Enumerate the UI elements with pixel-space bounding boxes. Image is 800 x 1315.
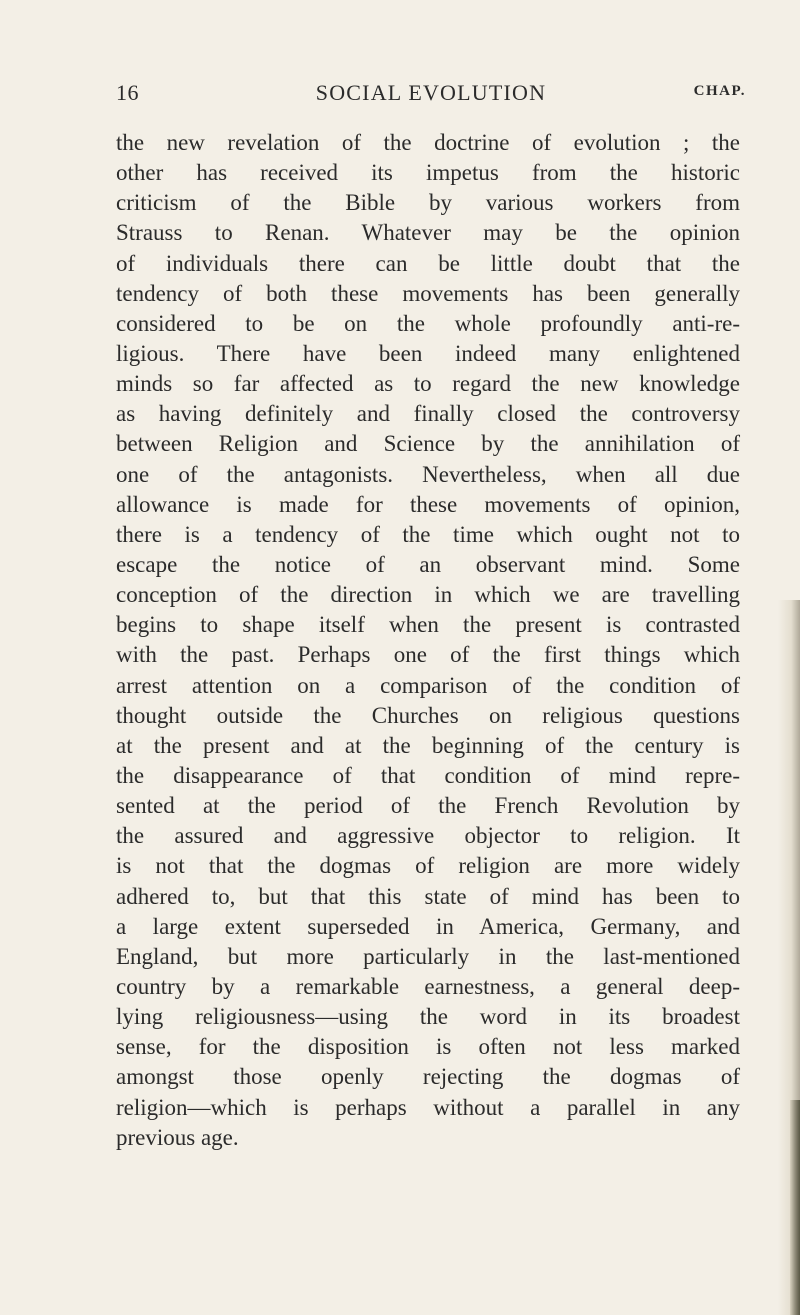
page-number: 16 (116, 80, 139, 105)
text-line: minds so far affected as to regard the new knowledge (116, 371, 740, 397)
text-line: allowance is made for these movements of opinion, (116, 491, 740, 517)
text-line: other has received its impetus from the historic (116, 160, 740, 186)
text-line: Strauss to Renan. Whatever may be the opinion (116, 220, 740, 246)
text-line: a large extent superseded in America, Germany, and (116, 913, 740, 939)
text-line: England, but more particularly in the last-mentioned (116, 943, 740, 969)
text-line: the new revelation of the doctrine of evolution ; the (116, 130, 740, 155)
text-line: sense, for the disposition is often not less marked (116, 1034, 740, 1060)
text-line: between Religion and Science by the annihilation of (116, 431, 740, 457)
text-line: there is a tendency of the time which ought not to (116, 521, 740, 547)
page-edge-binding (790, 1100, 800, 1315)
text-line: tendency of both these movements has been generally (116, 280, 740, 306)
text-line: adhered to, but that this state of mind has been to (116, 883, 740, 909)
body-paragraph (116, 128, 740, 1153)
text-line: of individuals there can be little doubt that the (116, 250, 740, 276)
chapter-label: CHAP. (693, 83, 746, 99)
text-line: religion—which is perhaps without a parallel in any (116, 1094, 740, 1120)
text-line: lying religiousness—using the word in its broadest (116, 1004, 740, 1030)
text-line: arrest attention on a comparison of the condition of (116, 672, 740, 698)
text-line: thought outside the Churches on religious questions (116, 702, 740, 728)
text-line: the disappearance of that condition of mind repre- (116, 762, 740, 788)
text-line: country by a remarkable earnestness, a general deep- (116, 973, 740, 999)
page-header (116, 80, 746, 110)
running-title: SOCIAL EVOLUTION (315, 80, 547, 105)
text-line: as having definitely and finally closed the controversy (116, 401, 740, 427)
text-line: previous age. (116, 1124, 239, 1150)
text-line: conception of the direction in which we are travelling (116, 582, 740, 608)
text-line: is not that the dogmas of religion are more widely (116, 853, 740, 879)
text-line: escape the notice of an observant mind. Some (116, 551, 740, 577)
text-line: with the past. Perhaps one of the first things which (116, 642, 740, 668)
text-line: sented at the period of the French Revolution by (116, 793, 740, 819)
text-line: begins to shape itself when the present is contrasted (116, 612, 740, 638)
text-line: at the present and at the beginning of the century is (116, 732, 740, 758)
text-line: ligious. There have been indeed many enlightened (116, 340, 740, 366)
text-line: criticism of the Bible by various workers from (116, 190, 740, 216)
text-line: considered to be on the whole profoundly anti-re- (116, 310, 740, 336)
text-line: amongst those openly rejecting the dogmas of (116, 1064, 740, 1090)
text-line: one of the antagonists. Nevertheless, when all due (116, 461, 740, 487)
text-line: the assured and aggressive objector to religion. It (116, 823, 740, 849)
